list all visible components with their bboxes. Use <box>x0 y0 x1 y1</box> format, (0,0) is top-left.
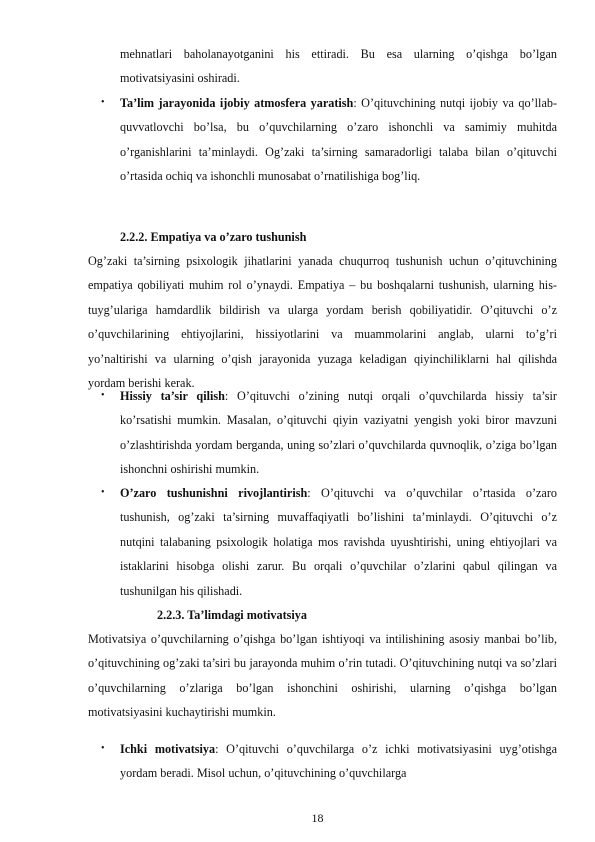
section-2-2-2-paragraph: Og’zaki ta’sirning psixologik jihatlarini yanada chuqurroq tushunish uchun o’qituvchining empatiya qobiliyati muhim rol o’ynaydi. Empatiya – bu boshqalarni tushunish, ularning his-tuyg’ulariga hamdardlik bildirish va ularga yordam berish qobiliyatidir. O’qituvchi o’z o’quvchilarining ehtiyojlarini, hissiyotlarini va muammolarini anglab, ularni to’g’ri yo’naltirishi va ularning o’qish jarayonida yuzaga keladigan qiyinchiliklarni hal qilishda yordam berishi kerak. <box>88 254 557 391</box>
bullet-title: Ichki motivatsiya <box>120 742 216 756</box>
bullet-positive-atmosphere <box>120 91 557 189</box>
bullet-marker: • <box>101 487 105 498</box>
bullet-marker: • <box>101 390 105 401</box>
section-heading-2-2-3: 2.2.3. Ta’limdagi motivatsiya <box>157 608 307 622</box>
bullet-mutual-understanding <box>120 481 557 603</box>
bullet-title: Hissiy ta’sir qilish <box>120 389 225 403</box>
bullet-emotional-impact <box>120 384 557 482</box>
bullet-text: : O’qituvchi va o’quvchilar o’rtasida o’zaro tushunish, og’zaki ta’sirning muvaffaqiyatli bo’lishini ta’minlaydi. O’qituvchi o’z nutqini talabaning psixologik holatiga mos ravishda uyushtirishi, uning ehtiyojlari va istaklarini hisobga olishi zarur. Bu orqali o’quvchilar o’zlarini qabul qilingan va tushunilgan his qilishadi. <box>120 486 557 598</box>
intro-paragraph: mehnatlari baholanayotganini his ettiradi. Bu esa ularning o’qishga bo’lgan motivatsiyasini oshiradi. <box>120 47 557 86</box>
bullet-marker: • <box>101 97 105 108</box>
section-heading-2-2-2: 2.2.2. Empatiya va o’zaro tushunish <box>120 230 307 244</box>
bullet-text: : O’qituvchining nutqi ijobiy va qo’llab-quvvatlovchi bo’lsa, bu o’quvchilarning o’zaro ishonchli va samimiy muhitda o’rganishlarini ta’minlaydi. Og’zaki ta’sirning samaradorligi talaba bilan o’qituvchi o’rtasida ochiq va ishonchli munosabat o’rnatilishiga bog’liq. <box>120 96 557 184</box>
bullet-marker: • <box>101 743 105 754</box>
bullet-title: Ta’lim jarayonida ijobiy atmosfera yaratish <box>120 96 354 110</box>
page-number: 18 <box>311 811 324 825</box>
bullet-title: O’zaro tushunishni rivojlantirish <box>120 486 308 500</box>
bullet-text: : O’qituvchi o’quvchilarga o’z ichki motivatsiyasini uyg’otishga yordam beradi. Misol uchun, o’qituvchining o’quvchilarga <box>120 742 557 781</box>
bullet-intrinsic-motivation <box>120 737 557 786</box>
bullet-text: : O’qituvchi o’zining nutqi orqali o’quvchilarda hissiy ta’sir ko’rsatishi mumkin. Masalan, o’qituvchi qiyin vaziyatni yengish yoki biror mavzuni o’zlashtirishda yordam berganda, uning so’zlari o’quvchilarda quvnoqlik, o’ziga bo’lgan ishonchni oshirishi mumkin. <box>120 389 557 477</box>
section-2-2-3-paragraph: Motivatsiya o’quvchilarning o’qishga bo’lgan ishtiyoqi va intilishining asosiy manbai bo’lib, o’qituvchining og’zaki ta’siri bu jarayonda muhim o’rin tutadi. O’qituvchining nutqi va so’zlari o’quvchilarning o’zlariga bo’lgan ishonchini oshirishi, ularning o’qishga bo’lgan motivatsiyasini kuchaytirishi mumkin. <box>88 632 557 720</box>
